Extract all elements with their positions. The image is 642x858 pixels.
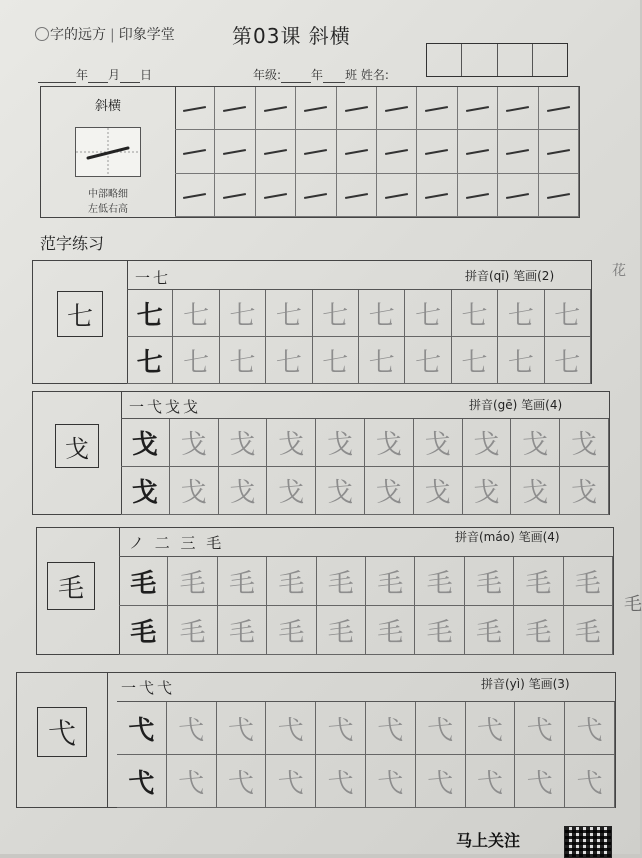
model-char: 毛: [47, 562, 95, 610]
stroke-demo-panel: [41, 87, 176, 217]
practice-cell: 戈: [219, 419, 268, 467]
practice-card-yi: [16, 672, 616, 808]
practice-cell: 弋: [515, 755, 565, 808]
practice-cell: 弋: [266, 702, 316, 755]
stroke-practice-box: [40, 86, 580, 218]
practice-cell: 毛: [267, 557, 316, 606]
stroke-practice-cell: [296, 130, 336, 173]
pinyin-strokes: 拼音(qī) 笔画(2): [465, 269, 555, 283]
stroke-practice-cell: [539, 174, 579, 217]
stroke-practice-cell: [377, 87, 417, 130]
grade-label: 年级:: [253, 68, 282, 82]
practice-cell: 戈: [316, 467, 365, 515]
practice-cell: 弋: [515, 702, 565, 755]
practice-cell: 弋: [167, 702, 217, 755]
practice-cell: 弋: [416, 702, 466, 755]
practice-cell: 戈: [414, 467, 463, 515]
practice-cell: 七: [266, 337, 312, 384]
practice-grid[interactable]: [117, 701, 615, 808]
practice-grid[interactable]: [121, 418, 609, 515]
practice-cell: 七: [127, 290, 173, 337]
stroke-order: 一弋弋: [121, 679, 176, 697]
practice-cell: 七: [313, 337, 359, 384]
blank-line: [323, 70, 345, 83]
practice-cell: 戈: [121, 467, 170, 515]
stroke-note-1: 中部略细: [88, 189, 128, 200]
stroke-note-2: 左低右高: [88, 204, 128, 215]
stroke-practice-cell: [175, 174, 215, 217]
date-year-label: 年: [76, 68, 89, 82]
stroke-order: 一七: [135, 269, 172, 287]
follow-text: 马上关注: [456, 831, 521, 850]
practice-cell: 毛: [415, 557, 464, 606]
lesson-title: 第03课 斜横: [232, 24, 351, 48]
bleed-through-char-2: 毛: [624, 594, 642, 615]
pinyin-strokes: 拼音(gē) 笔画(4): [469, 398, 563, 412]
practice-cell: 弋: [217, 702, 267, 755]
practice-cell: 毛: [514, 606, 563, 655]
stroke-practice-cell: [498, 130, 538, 173]
stroke-practice-cell: [337, 174, 377, 217]
practice-cell: 弋: [316, 702, 366, 755]
practice-cell: 七: [220, 337, 266, 384]
practice-cell: 七: [405, 337, 451, 384]
practice-cell: 毛: [119, 557, 168, 606]
practice-cell: 毛: [218, 606, 267, 655]
stroke-practice-cell: [539, 87, 579, 130]
practice-cell: 弋: [217, 755, 267, 808]
practice-cell: 戈: [170, 467, 219, 515]
practice-cell: 七: [266, 290, 312, 337]
stroke-practice-cell: [539, 130, 579, 173]
practice-cell: 毛: [514, 557, 563, 606]
practice-cell: 七: [313, 290, 359, 337]
practice-card-mao: [36, 527, 614, 655]
practice-cell: 毛: [564, 557, 613, 606]
stroke-practice-cell: [296, 174, 336, 217]
practice-cell: 毛: [317, 606, 366, 655]
stroke-practice-cell: [215, 174, 255, 217]
grade-year-label: 年: [311, 68, 324, 82]
practice-cell: 戈: [170, 419, 219, 467]
practice-cell: 七: [545, 290, 591, 337]
practice-cell: 七: [359, 290, 405, 337]
practice-cell: 弋: [266, 755, 316, 808]
stroke-practice-cell: [256, 87, 296, 130]
stroke-practice-cell: [417, 130, 457, 173]
stroke-practice-cell: [337, 130, 377, 173]
qr-code-icon[interactable]: [564, 826, 612, 858]
practice-cell: 戈: [463, 467, 512, 515]
brand-header: 字的远方 | 印象学堂: [50, 27, 175, 43]
practice-cell: 毛: [267, 606, 316, 655]
stroke-practice-cell: [215, 87, 255, 130]
name-boxes[interactable]: [426, 43, 568, 77]
practice-grid[interactable]: [119, 556, 613, 655]
stroke-practice-cell: [377, 130, 417, 173]
practice-cell: 戈: [316, 419, 365, 467]
practice-cell: 毛: [564, 606, 613, 655]
blank-line: [281, 70, 311, 83]
name-box-cell: [533, 44, 567, 76]
stroke-practice-cell: [256, 130, 296, 173]
stroke-practice-cell: [377, 174, 417, 217]
practice-cell: 弋: [117, 755, 167, 808]
stroke-practice-cell: [417, 174, 457, 217]
model-char: 戈: [55, 424, 99, 468]
practice-cell: 戈: [560, 467, 609, 515]
practice-cell: 毛: [168, 557, 217, 606]
practice-cell: 弋: [366, 702, 416, 755]
practice-cell: 戈: [365, 467, 414, 515]
date-month-label: 月: [108, 68, 121, 82]
pinyin-strokes: 拼音(yì) 笔画(3): [481, 677, 570, 691]
practice-cell: 弋: [466, 755, 516, 808]
practice-cell: 毛: [465, 557, 514, 606]
practice-cell: 弋: [167, 755, 217, 808]
practice-cell: 弋: [366, 755, 416, 808]
practice-cell: 七: [127, 337, 173, 384]
stroke-order: ノ 二 三 毛: [129, 534, 225, 552]
practice-cell: 弋: [316, 755, 366, 808]
stroke-practice-cell: [337, 87, 377, 130]
brand-name: 字的远方: [50, 27, 106, 43]
practice-cell: 七: [173, 337, 219, 384]
brand-subname: 印象学堂: [118, 27, 175, 43]
practice-cell: 七: [498, 290, 544, 337]
name-box-cell: [498, 44, 533, 76]
practice-cell: 毛: [317, 557, 366, 606]
practice-card-ge: [32, 391, 610, 515]
practice-cell: 戈: [121, 419, 170, 467]
practice-cell: 弋: [565, 755, 615, 808]
practice-grid[interactable]: [127, 289, 591, 384]
practice-cell: 毛: [366, 606, 415, 655]
practice-cell: 戈: [511, 419, 560, 467]
practice-cell: 七: [220, 290, 266, 337]
practice-cell: 毛: [218, 557, 267, 606]
practice-cell: 戈: [365, 419, 414, 467]
practice-cell: 弋: [117, 702, 167, 755]
practice-section-title: 范字练习: [40, 234, 105, 253]
practice-cell: 弋: [466, 702, 516, 755]
blank-line: [88, 70, 108, 83]
practice-cell: 七: [545, 337, 591, 384]
stroke-name: 斜横: [94, 99, 121, 114]
practice-cell: 七: [498, 337, 544, 384]
practice-cell: 戈: [463, 419, 512, 467]
name-box-cell: [462, 44, 497, 76]
practice-cell: 七: [359, 337, 405, 384]
date-line[interactable]: [38, 66, 152, 83]
practice-cell: 七: [405, 290, 451, 337]
practice-cell: 戈: [511, 467, 560, 515]
stroke-practice-cell: [458, 130, 498, 173]
practice-cell: 戈: [267, 419, 316, 467]
practice-cell: 毛: [415, 606, 464, 655]
bleed-through-char: 花: [612, 263, 626, 279]
stroke-practice-cell: [458, 174, 498, 217]
practice-cell: 毛: [366, 557, 415, 606]
stroke-grid[interactable]: [175, 87, 579, 217]
practice-cell: 毛: [119, 606, 168, 655]
practice-cell: 戈: [560, 419, 609, 467]
practice-cell: 戈: [219, 467, 268, 515]
practice-cell: 毛: [168, 606, 217, 655]
practice-cell: 弋: [416, 755, 466, 808]
stroke-practice-cell: [458, 87, 498, 130]
stroke-practice-cell: [498, 174, 538, 217]
practice-card-qi: [32, 260, 592, 384]
stroke-order: 一弋戈戈: [129, 398, 202, 416]
stroke-practice-cell: [296, 87, 336, 130]
practice-cell: 戈: [414, 419, 463, 467]
practice-cell: 七: [173, 290, 219, 337]
stroke-practice-cell: [417, 87, 457, 130]
practice-cell: 七: [452, 337, 498, 384]
blank-line: [120, 70, 140, 83]
stroke-practice-cell: [215, 130, 255, 173]
stroke-practice-cell: [256, 174, 296, 217]
stroke-practice-cell: [175, 87, 215, 130]
pinyin-strokes: 拼音(máo) 笔画(4): [455, 530, 560, 544]
practice-cell: 毛: [465, 606, 514, 655]
stroke-practice-cell: [498, 87, 538, 130]
practice-cell: 戈: [267, 467, 316, 515]
practice-cell: 弋: [565, 702, 615, 755]
stroke-demo-diagram: [75, 127, 141, 177]
date-day-label: 日: [140, 68, 153, 82]
model-char: 弋: [37, 707, 87, 757]
stroke-practice-cell: [175, 130, 215, 173]
name-box-cell: [427, 44, 462, 76]
grade-line[interactable]: [253, 66, 389, 83]
blank-line: [38, 70, 76, 83]
class-name-label: 班 姓名:: [345, 68, 389, 82]
model-char: 七: [57, 291, 103, 337]
practice-cell: 七: [452, 290, 498, 337]
